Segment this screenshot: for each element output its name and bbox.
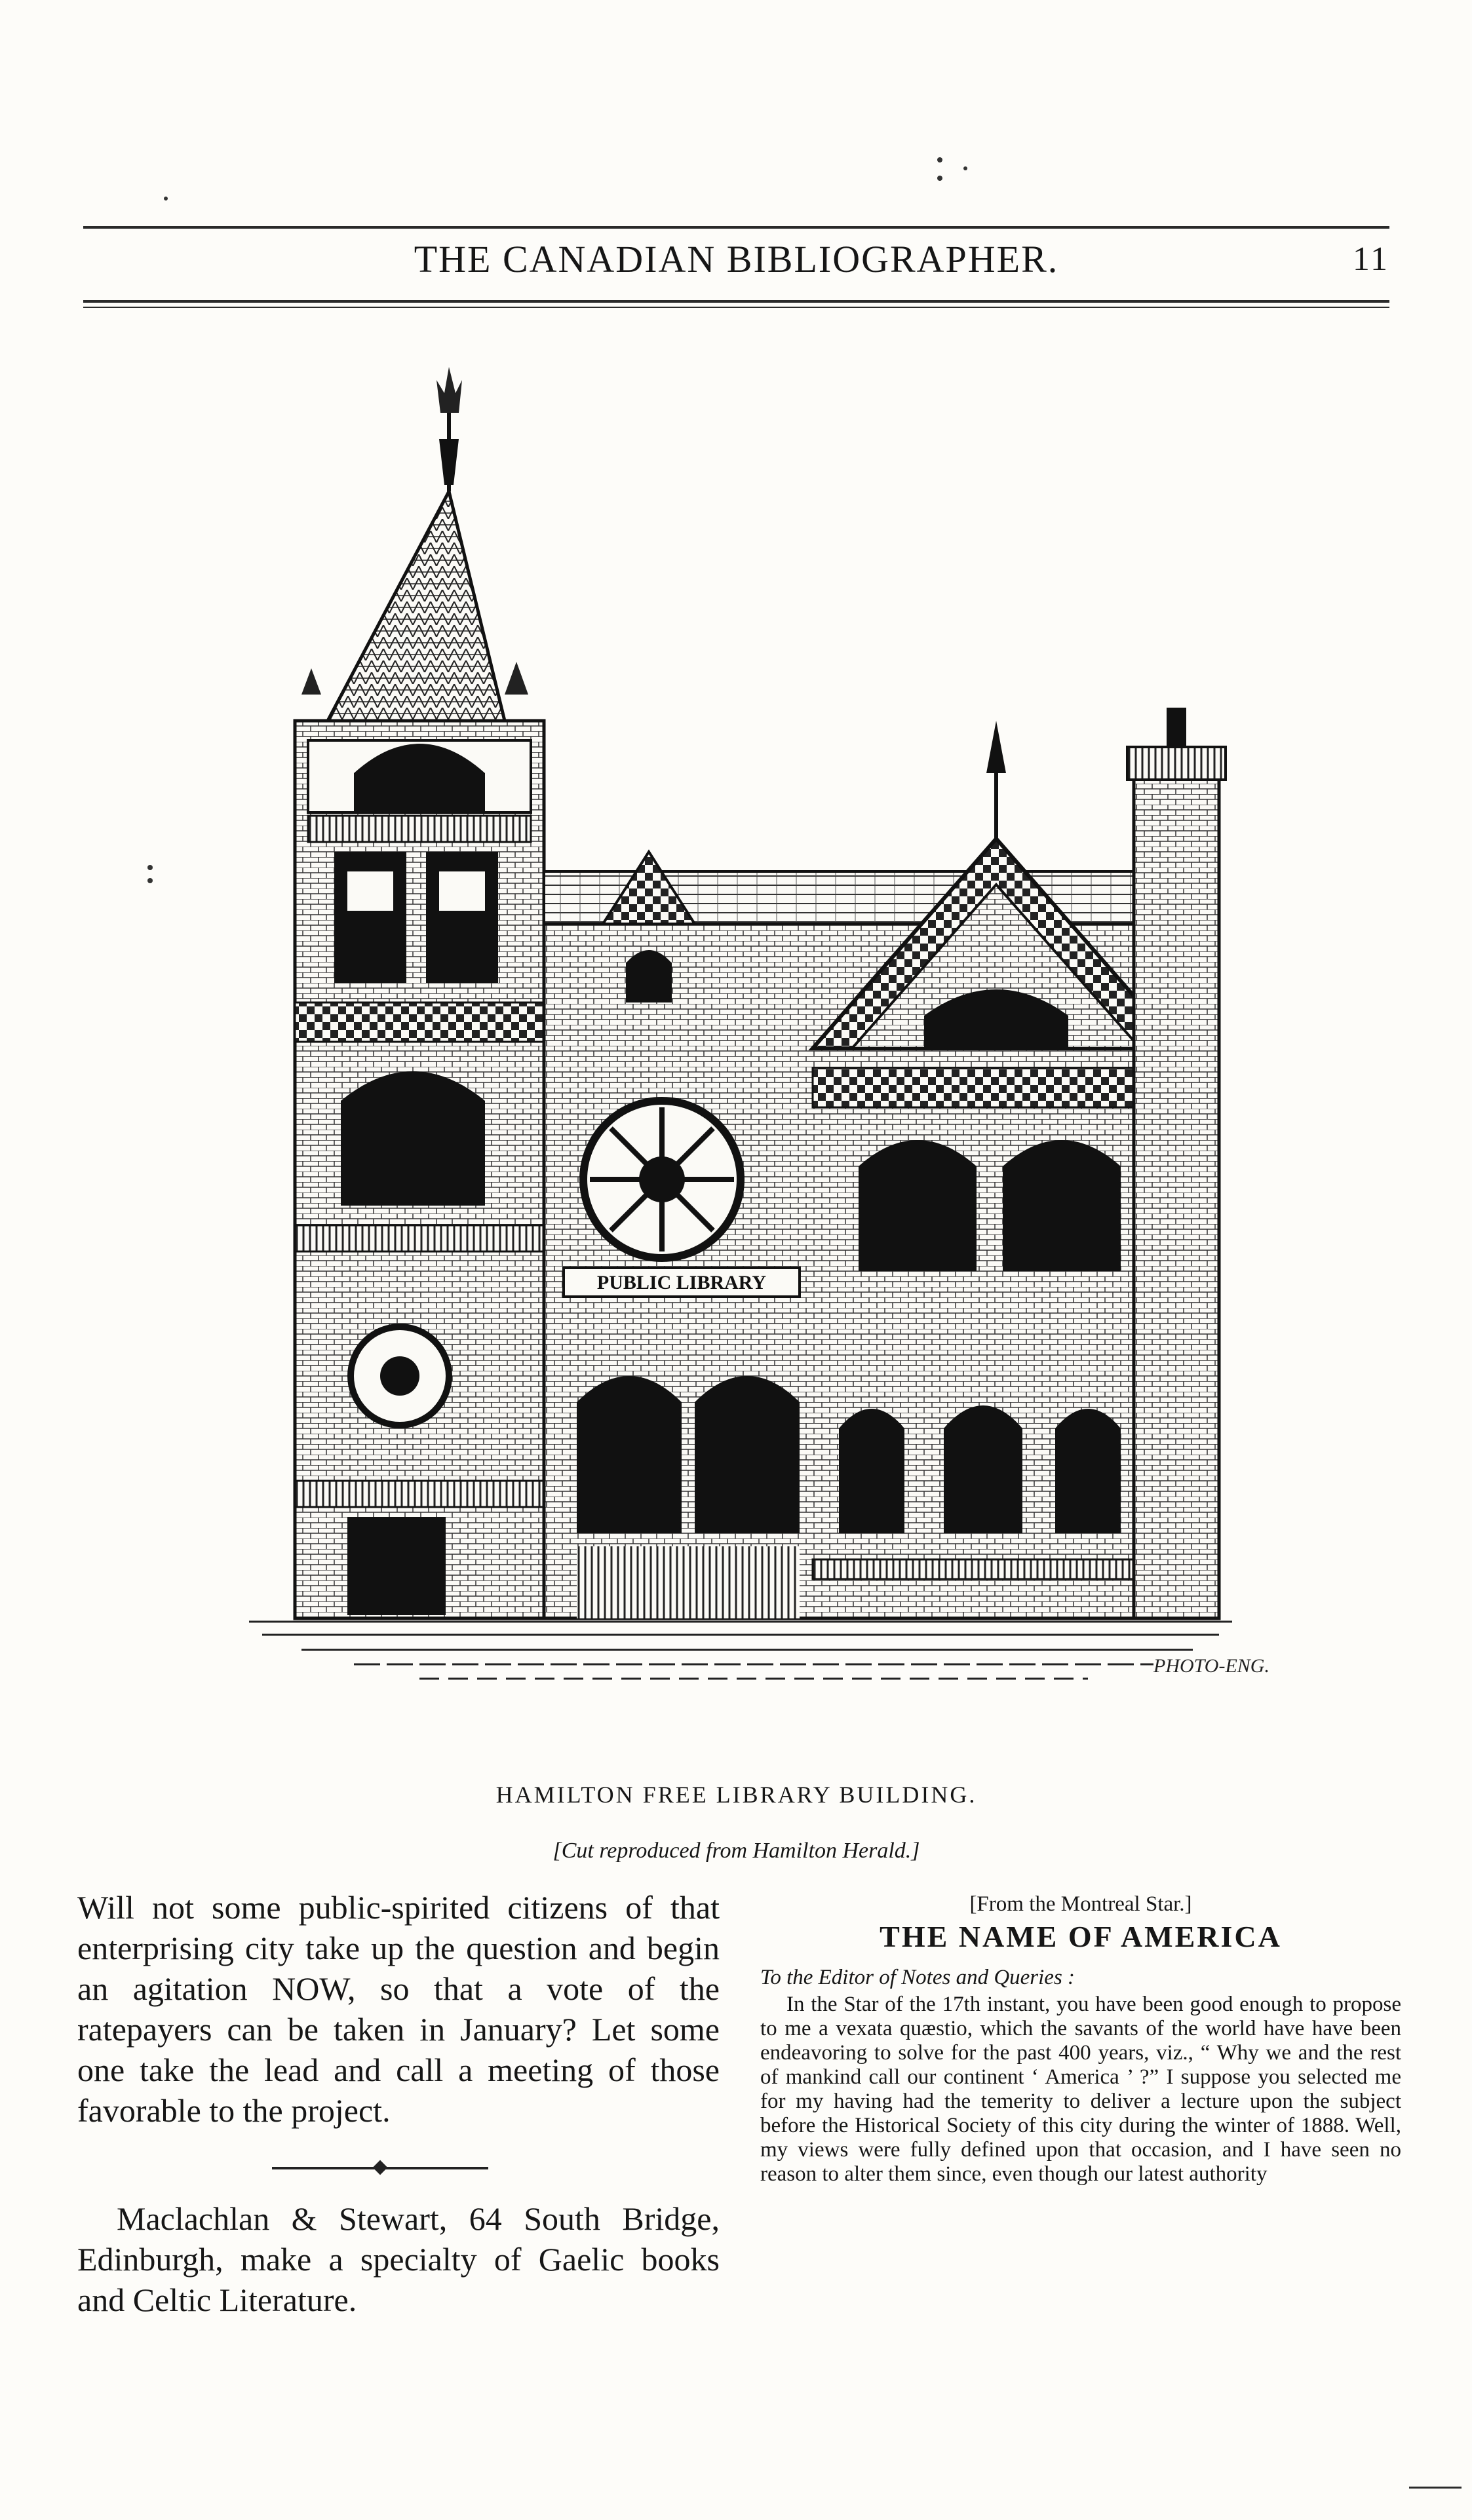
header-bottom-rule-thin: [83, 307, 1389, 308]
library-building-illustration: [236, 354, 1269, 1782]
page-number: 11: [1352, 240, 1389, 278]
running-head: THE CANADIAN BIBLIOGRAPHER.: [414, 238, 1059, 280]
engraver-mark: PHOTO-ENG.: [1153, 1655, 1269, 1677]
right-column: [760, 1892, 1401, 2186]
article-title: THE NAME OF AMERICA: [880, 1920, 1282, 1953]
left-column-notice: [77, 2198, 720, 2320]
article-source: [From the Montreal Star.]: [969, 1892, 1192, 1916]
header-top-rule: [83, 226, 1389, 229]
chimney: [1127, 708, 1226, 1618]
illustration-caption: HAMILTON FREE LIBRARY BUILDING.: [495, 1782, 977, 1808]
print-speck: [164, 197, 168, 200]
divider-ornament: [373, 2160, 388, 2175]
public-library-sign: PUBLIC LIBRARY: [596, 1272, 767, 1293]
tower-spire: [301, 367, 528, 721]
library-appeal-paragraph: Will not some public-spirited citizens of that enterprising city take up the question and begin an agitation NOW, so that a vote of the ratepayers can be taken in January? Let some one take the lead and call a meeting of those favorable to the project.: [77, 1889, 720, 2129]
print-speck: [147, 865, 153, 870]
ground-lines: [249, 1622, 1232, 1679]
print-speck: [937, 157, 942, 162]
tower-body: [295, 721, 544, 1618]
left-column: [77, 1887, 720, 2131]
illustration-credit: [Cut reproduced from Hamilton Herald.]: [552, 1839, 920, 1863]
header-bottom-rule: [83, 300, 1389, 303]
print-speck: [963, 166, 967, 170]
margin-mark: [1409, 2487, 1462, 2489]
print-speck: [937, 176, 942, 181]
article-body: In the Star of the 17th instant, you have been good enough to propose to me a vexata quæstio, which the savants of the world have have been endeavoring to solve for the past 400 years, viz., “ Why we and the rest of mankind call our continent ‘ America ’ ?” I suppose you selected me for my having had the temerity to deliver a lecture upon the subject before the Historical Society of this city during the winter of 1888. Well, my views were fully defined upon that occasion, and I have seen no reason to alter them since, even though our latest authority: [760, 1993, 1401, 2186]
publisher-notice-paragraph: Maclachlan & Stewart, 64 South Bridge, Edinburgh, make a specialty of Gaelic books and Celtic Literature.: [77, 2200, 720, 2318]
print-speck: [147, 878, 153, 883]
article-salutation: To the Editor of Notes and Queries :: [760, 1966, 1075, 1989]
